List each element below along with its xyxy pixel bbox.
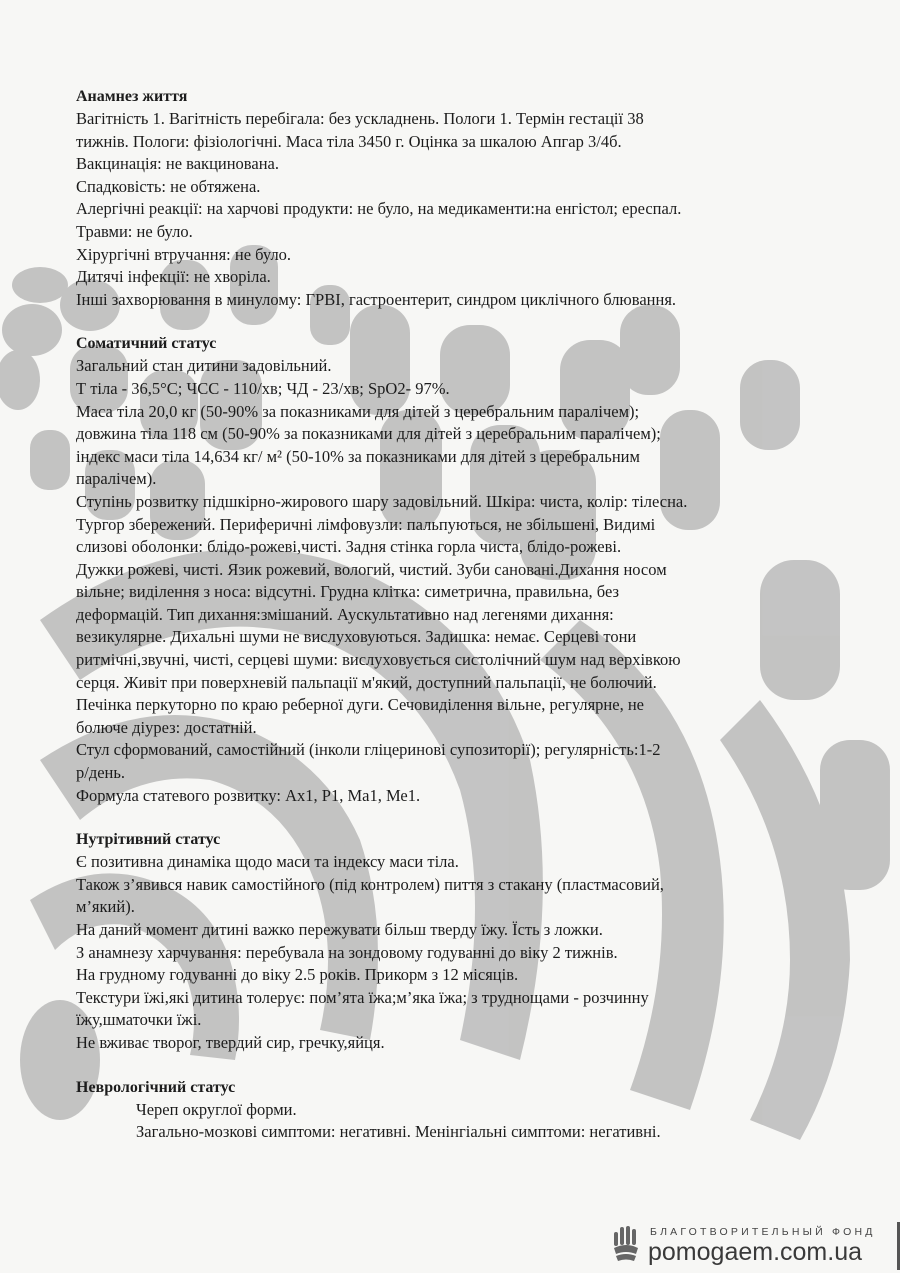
section-neuro (76, 1077, 796, 1144)
text-line: Дужки рожеві, чисті. Язик рожевий, вологий, чистий. Зуби сановані.Дихання носом (76, 559, 667, 579)
text-line: Є позитивна динаміка щодо маси та індексу маси тіла. (76, 852, 459, 872)
text-line: Алергічні реакції: на харчові продукти: не було, на медикаменти:на енгістол; ереспал. (76, 199, 682, 219)
section-somatic (76, 333, 796, 807)
section-nutrition (76, 829, 796, 1054)
text-line: Т тіла - 36,5°С; ЧСС - 110/хв; ЧД - 23/хв; SpO2- 97%. (76, 378, 450, 398)
text-line: Текстури їжі,які дитина толерує: пом’ята їжа;м’яка їжа; з труднощами - розчинну (76, 987, 649, 1007)
text-line: везикулярне. Дихальні шуми не вислуховуються. Задишка: немає. Серцеві тони (76, 627, 637, 647)
document-body (76, 86, 796, 1144)
text-line: Формула статевого розвитку: Ах1, Р1, Ма1, Ме1. (76, 785, 421, 805)
charity-footer (612, 1222, 897, 1270)
text-line: вільне; виділення з носа: відсутні. Грудна клітка: симетрична, правильна, без (76, 582, 620, 602)
text-line: Не вживає творог, твердий сир, гречку,яйця. (76, 1032, 385, 1052)
text-line: ритмічні,звучні, чисті, серцеві шуми: вислуховується систолічний шум над верхівкою (76, 650, 681, 670)
text-line: Стул сформований, самостійний (інколи гліцеринові супозиторії); регулярність:1-2 (76, 740, 661, 760)
text-line: болюче діурез: достатній. (76, 717, 257, 737)
text-line: м’який). (76, 897, 135, 917)
section-title: Анамнез життя (76, 88, 188, 105)
section-anamnesis (76, 86, 796, 311)
text-line: Маса тіла 20,0 кг (50-90% за показниками для дітей з церебральним паралічем); (76, 401, 640, 421)
text-line: серця. Живіт при поверхневій пальпації м'який, доступний пальпації, не болючий. (76, 672, 657, 692)
text-line: індекс маси тіла 14,634 кг/ м² (50-10% за показниками для дітей з церебральним (76, 446, 640, 466)
text-line: р/день. (76, 763, 126, 783)
text-line: Інші захворювання в минулому: ГРВІ, гастроентерит, синдром циклічного блювання. (76, 289, 677, 309)
text-line: довжина тіла 118 см (50-90% за показниками для дітей з церебральним паралічем); (76, 424, 661, 444)
text-line: Також з’явився навик самостійного (під контролем) пиття з стакану (пластмасовий, (76, 874, 664, 894)
footer-tagline: БЛАГОТВОРИТЕЛЬНЫЙ ФОНД (650, 1226, 876, 1238)
text-line: Череп округлої форми. (136, 1099, 297, 1119)
text-line: Загальний стан дитини задовільний. (76, 356, 332, 376)
text-line: деформацій. Тип дихання:змішаний. Аускультативно над легенями дихання: (76, 604, 614, 624)
text-line: На даний момент дитині важко пережувати більш тверду їжу. Їсть з ложки. (76, 920, 603, 939)
footer-site: pomogaem.com.ua (648, 1238, 863, 1266)
text-line: Ступінь розвитку підшкірно-жирового шару задовільний. Шкіра: чиста, колір: тілесна. (76, 491, 688, 511)
text-line: Загально-мозкові симптоми: негативні. Менінгіальні симптоми: негативні. (136, 1122, 661, 1142)
text-line: Печінка перкуторно по краю реберної дуги. Сечовиділення вільне, регулярне, не (76, 695, 644, 715)
text-line: Травми: не було. (76, 221, 193, 241)
text-line: Вагітність 1. Вагітність перебігала: без ускладнень. Пологи 1. Термін гестації 38 (76, 109, 644, 128)
text-line: слизові оболонки: блідо-рожеві,чисті. Задня стінка горла чиста, блідо-рожеві. (76, 537, 622, 557)
text-line: Тургор збережений. Периферичні лімфовузли: пальпуються, не збільшені, Видимі (76, 514, 656, 534)
text-line: Дитячі інфекції: не хворіла. (76, 267, 271, 287)
text-line: тижнів. Пологи: фізіологічні. Маса тіла 3450 г. Оцінка за шкалою Апгар 3/4б. (76, 131, 622, 151)
text-line: З анамнезу харчування: перебувала на зондовому годуванні до віку 2 тижнів. (76, 942, 618, 962)
text-line: На грудному годуванні до віку 2.5 років. Прикорм з 12 місяців. (76, 965, 519, 985)
section-title: Нутрітивний статус (76, 831, 221, 849)
section-title: Соматичний статус (76, 335, 217, 353)
text-line: їжу,шматочки їжі. (76, 1010, 202, 1030)
hand-logo-icon (612, 1224, 640, 1264)
text-line: Спадковість: не обтяжена. (76, 176, 261, 196)
section-title: Неврологічний статус (76, 1078, 236, 1096)
text-line: Вакцинація: не вакцинована. (76, 154, 279, 174)
text-line: паралічем). (76, 469, 157, 489)
text-line: Хірургічні втручання: не було. (76, 244, 292, 264)
